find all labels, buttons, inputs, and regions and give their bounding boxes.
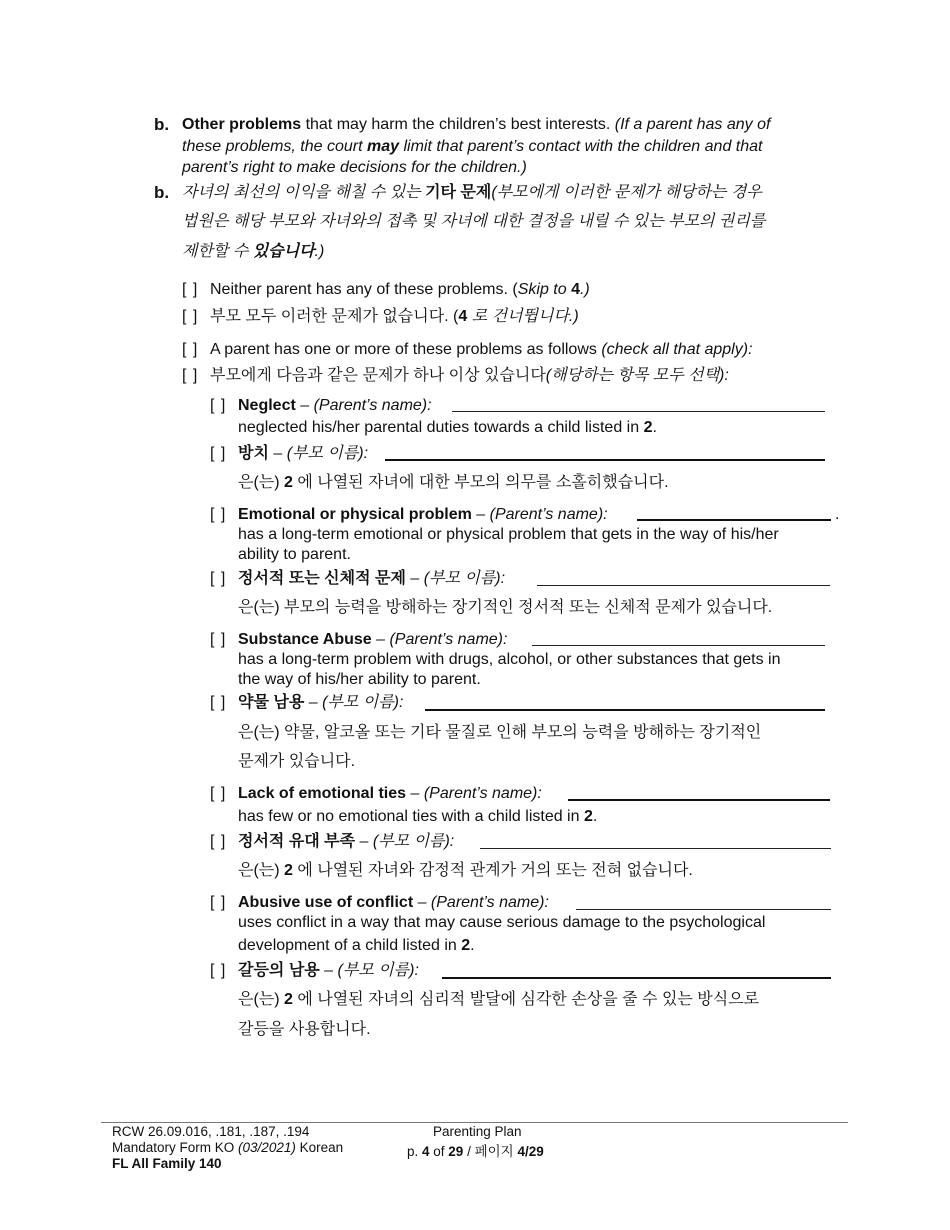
- conflict-label-ko: 갈등의 남용 – (부모 이름):: [238, 962, 419, 979]
- neglect-label-en: Neglect – (Parent’s name):: [238, 397, 432, 414]
- footer-rcw: RCW 26.09.016, .181, .187, .194: [112, 1124, 310, 1139]
- emotional-desc-en-1: has a long-term emotional or physical problem that gets in the way of his/her: [238, 526, 779, 543]
- substance-desc-en-1: has a long-term problem with drugs, alcohol, or other substances that gets in: [238, 651, 781, 668]
- footer-divider: [101, 1122, 848, 1123]
- ties-parent-name-field-en[interactable]: [568, 799, 830, 801]
- checkbox-some-en[interactable]: [ ]: [182, 341, 199, 358]
- section-marker: b.: [154, 115, 170, 134]
- emotional-label-en: Emotional or physical problem – (Parent’s name):: [238, 506, 608, 523]
- conflict-desc-ko-1: 은(는) 2 에 나열된 자녀의 심리적 발달에 심각한 손상을 줄 수 있는 방식으로: [238, 991, 760, 1008]
- checkbox-emotional-ko[interactable]: [ ]: [210, 570, 227, 587]
- option-neither-en: Neither parent has any of these problems. (Skip to 4.): [210, 281, 590, 298]
- neglect-label-ko: 방치 – (부모 이름):: [238, 445, 369, 462]
- checkbox-ties-ko[interactable]: [ ]: [210, 833, 227, 850]
- checkbox-neglect-ko[interactable]: [ ]: [210, 445, 227, 462]
- section-b-heading-en: Other problems that may harm the children’s best interests. (If a parent has any of: [182, 116, 771, 133]
- checkbox-substance-en[interactable]: [ ]: [210, 631, 227, 648]
- emotional-parent-name-field-en[interactable]: [637, 519, 831, 521]
- neglect-parent-name-field-ko[interactable]: [385, 459, 825, 461]
- emotional-label-ko: 정서적 또는 신체적 문제 – (부모 이름):: [238, 570, 506, 587]
- neglect-desc-ko: 은(는) 2 에 나열된 자녀에 대한 부모의 의무를 소홀히했습니다.: [238, 474, 669, 491]
- substance-label-en: Substance Abuse – (Parent’s name):: [238, 631, 508, 648]
- conflict-desc-en-1: uses conflict in a way that may cause serious damage to the psychological: [238, 914, 766, 931]
- conflict-desc-en-2: development of a child listed in 2.: [238, 937, 475, 954]
- neglect-parent-name-field-en[interactable]: [452, 411, 825, 412]
- checkbox-conflict-en[interactable]: [ ]: [210, 894, 227, 911]
- checkbox-emotional-en[interactable]: [ ]: [210, 506, 227, 523]
- substance-desc-en-2: the way of his/her ability to parent.: [238, 671, 481, 688]
- option-neither-ko: 부모 모두 이러한 문제가 없습니다. (4 로 건너뜁니다.): [210, 308, 579, 325]
- checkbox-conflict-ko[interactable]: [ ]: [210, 962, 227, 979]
- footer-page-number: p. 4 of 29 / 페이지 4/29: [407, 1144, 544, 1159]
- footer-form-id: FL All Family 140: [112, 1156, 222, 1171]
- conflict-parent-name-field-en[interactable]: [576, 909, 831, 910]
- substance-desc-ko-2: 문제가 있습니다.: [238, 753, 356, 770]
- section-b-ko-line2: 법원은 해당 부모와 자녀와의 접촉 및 자녀에 대한 결정을 내릴 수 있는 부모의 권리를: [182, 213, 766, 230]
- trailing-period: .: [835, 506, 840, 523]
- section-b-ko-line3: 제한할 수 있습니다.): [182, 243, 325, 260]
- ties-desc-ko: 은(는) 2 에 나열된 자녀와 감정적 관계가 거의 또는 전혀 없습니다.: [238, 862, 693, 879]
- checkbox-some-ko[interactable]: [ ]: [182, 367, 199, 384]
- conflict-label-en: Abusive use of conflict – (Parent’s name):: [238, 894, 549, 911]
- emotional-parent-name-field-ko[interactable]: [537, 585, 830, 586]
- footer-title: Parenting Plan: [433, 1124, 522, 1139]
- section-title: Other problems: [182, 116, 302, 133]
- emotional-desc-ko: 은(는) 부모의 능력을 방해하는 장기적인 정서적 또는 신체적 문제가 있습니다.: [238, 599, 773, 616]
- option-some-en: A parent has one or more of these problems as follows (check all that apply):: [210, 341, 753, 358]
- checkbox-neglect-en[interactable]: [ ]: [210, 397, 227, 414]
- option-some-ko: 부모에게 다음과 같은 문제가 하나 이상 있습니다(해당하는 항목 모두 선택):: [210, 367, 729, 384]
- section-marker-ko: b.: [154, 183, 170, 202]
- ties-desc-en: has few or no emotional ties with a child listed in 2.: [238, 808, 598, 825]
- checkbox-neither-en[interactable]: [ ]: [182, 281, 199, 298]
- substance-parent-name-field-en[interactable]: [532, 645, 825, 646]
- section-b-heading-ko: 자녀의 최선의 이익을 해칠 수 있는 기타 문제(부모에게 이러한 문제가 해당하는 경우: [182, 184, 762, 201]
- checkbox-substance-ko[interactable]: [ ]: [210, 694, 227, 711]
- footer-form: Mandatory Form KO (03/2021) Korean: [112, 1140, 344, 1155]
- checkbox-ties-en[interactable]: [ ]: [210, 785, 227, 802]
- ties-parent-name-field-ko[interactable]: [480, 848, 831, 849]
- neglect-desc-en: neglected his/her parental duties towards a child listed in 2.: [238, 419, 657, 436]
- checkbox-neither-ko[interactable]: [ ]: [182, 308, 199, 325]
- section-b-note-line3: parent’s right to make decisions for the children.): [182, 159, 527, 176]
- substance-label-ko: 약물 남용 – (부모 이름):: [238, 694, 404, 711]
- substance-parent-name-field-ko[interactable]: [425, 709, 825, 711]
- section-b-note-line2: these problems, the court may limit that parent’s contact with the children and that: [182, 138, 763, 155]
- conflict-desc-ko-2: 갈등을 사용합니다.: [238, 1021, 371, 1038]
- substance-desc-ko-1: 은(는) 약물, 알코올 또는 기타 물질로 인해 부모의 능력을 방해하는 장기적인: [238, 724, 762, 741]
- emotional-desc-en-2: ability to parent.: [238, 546, 351, 563]
- ties-label-ko: 정서적 유대 부족 – (부모 이름):: [238, 833, 455, 850]
- conflict-parent-name-field-ko[interactable]: [442, 977, 831, 979]
- ties-label-en: Lack of emotional ties – (Parent’s name):: [238, 785, 542, 802]
